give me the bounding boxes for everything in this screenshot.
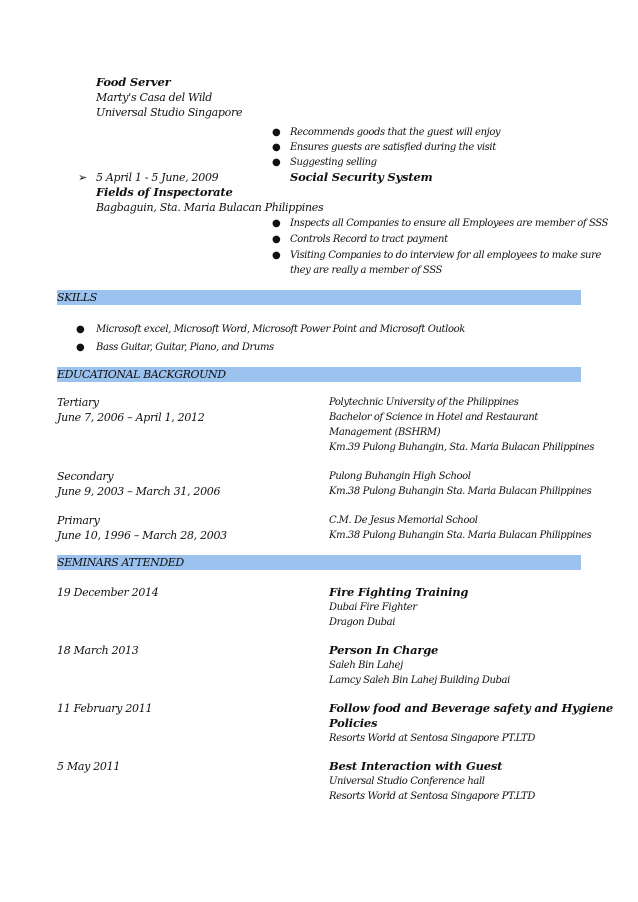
job-location: Universal Studio Singapore bbox=[96, 106, 243, 119]
seminar-title-continued: Policies bbox=[329, 716, 378, 730]
seminar-detail: Saleh Bin Lahej bbox=[329, 660, 403, 671]
education-heading-band bbox=[57, 367, 581, 382]
school-detail: Km.38 Pulong Buhangin Sta. Maria Bulacan Philippines bbox=[329, 530, 592, 541]
school-detail: Km.39 Pulong Buhangin, Sta. Maria Bulacan Philippines bbox=[329, 442, 595, 453]
skill-item: Bass Guitar, Guitar, Piano, and Drums bbox=[96, 342, 274, 353]
school-name: Polytechnic University of the Philippines bbox=[329, 397, 519, 408]
school-name: Pulong Buhangin High School bbox=[329, 471, 471, 482]
bullet-icon: ● bbox=[272, 218, 281, 229]
company-name: Social Security System bbox=[290, 170, 433, 184]
section-heading: SKILLS bbox=[57, 291, 97, 304]
bullet-icon: ● bbox=[76, 324, 85, 335]
bullet-icon: ● bbox=[272, 157, 281, 168]
seminar-title: Follow food and Beverage safety and Hygiene bbox=[329, 701, 614, 715]
education-level: Primary bbox=[57, 514, 100, 527]
education-dates: June 10, 1996 – March 28, 2003 bbox=[57, 529, 227, 542]
seminar-detail: Resorts World at Sentosa Singapore PT.LTD bbox=[329, 733, 535, 744]
duty-item-continued: they are really a member of SSS bbox=[290, 265, 442, 276]
skill-item: Microsoft excel, Microsoft Word, Microsoft Power Point and Microsoft Outlook bbox=[96, 324, 465, 335]
seminar-title: Best Interaction with Guest bbox=[329, 759, 503, 773]
seminar-title: Fire Fighting Training bbox=[329, 585, 469, 599]
education-level: Secondary bbox=[57, 470, 114, 483]
duty-item: Controls Record to tract payment bbox=[290, 234, 448, 245]
duty-item: Recommends goods that the guest will enjoy bbox=[290, 127, 501, 138]
education-dates: June 9, 2003 – March 31, 2006 bbox=[57, 485, 221, 498]
section-heading: EDUCATIONAL BACKGROUND bbox=[57, 368, 226, 381]
seminar-date: 5 May 2011 bbox=[57, 760, 121, 773]
arrow-bullet-icon: ➢ bbox=[78, 171, 88, 184]
bullet-icon: ● bbox=[272, 234, 281, 245]
education-level: Tertiary bbox=[57, 396, 99, 409]
bullet-icon: ● bbox=[76, 342, 85, 353]
seminar-date: 19 December 2014 bbox=[57, 586, 159, 599]
seminar-detail: Resorts World at Sentosa Singapore PT.LTD bbox=[329, 791, 535, 802]
job-title: Food Server bbox=[96, 75, 171, 89]
school-detail: Bachelor of Science in Hotel and Restaurant bbox=[329, 412, 538, 423]
skills-heading-band bbox=[57, 290, 581, 305]
bullet-icon: ● bbox=[272, 250, 281, 261]
job-dates: 5 April 1 - 5 June, 2009 bbox=[96, 171, 219, 184]
seminar-detail: Universal Studio Conference hall bbox=[329, 776, 485, 787]
seminar-detail: Lamcy Saleh Bin Lahej Building Dubai bbox=[329, 675, 510, 686]
company-name: Marty's Casa del Wild bbox=[96, 91, 213, 104]
seminar-detail: Dubai Fire Fighter bbox=[329, 602, 417, 613]
school-name: C.M. De Jesus Memorial School bbox=[329, 515, 478, 526]
education-dates: June 7, 2006 – April 1, 2012 bbox=[57, 411, 205, 424]
seminar-title: Person In Charge bbox=[329, 643, 439, 657]
seminar-date: 18 March 2013 bbox=[57, 644, 139, 657]
duty-item: Suggesting selling bbox=[290, 157, 377, 168]
seminars-heading-band bbox=[57, 555, 581, 570]
duty-item: Visiting Companies to do interview for all employees to make sure bbox=[290, 250, 601, 261]
section-heading: SEMINARS ATTENDED bbox=[57, 556, 184, 569]
duty-item: Inspects all Companies to ensure all Employees are member of SSS bbox=[290, 218, 608, 229]
bullet-icon: ● bbox=[272, 142, 281, 153]
school-detail: Km.38 Pulong Buhangin Sta. Maria Bulacan Philippines bbox=[329, 486, 592, 497]
bullet-icon: ● bbox=[272, 127, 281, 138]
duty-item: Ensures guests are satisfied during the visit bbox=[290, 142, 496, 153]
school-detail: Management (BSHRM) bbox=[329, 427, 441, 438]
job-title: Fields of Inspectorate bbox=[96, 185, 233, 199]
seminar-detail: Dragon Dubai bbox=[329, 617, 396, 628]
seminar-date: 11 February 2011 bbox=[57, 702, 153, 715]
job-location: Bagbaguin, Sta. Maria Bulacan Philippines bbox=[96, 201, 324, 214]
